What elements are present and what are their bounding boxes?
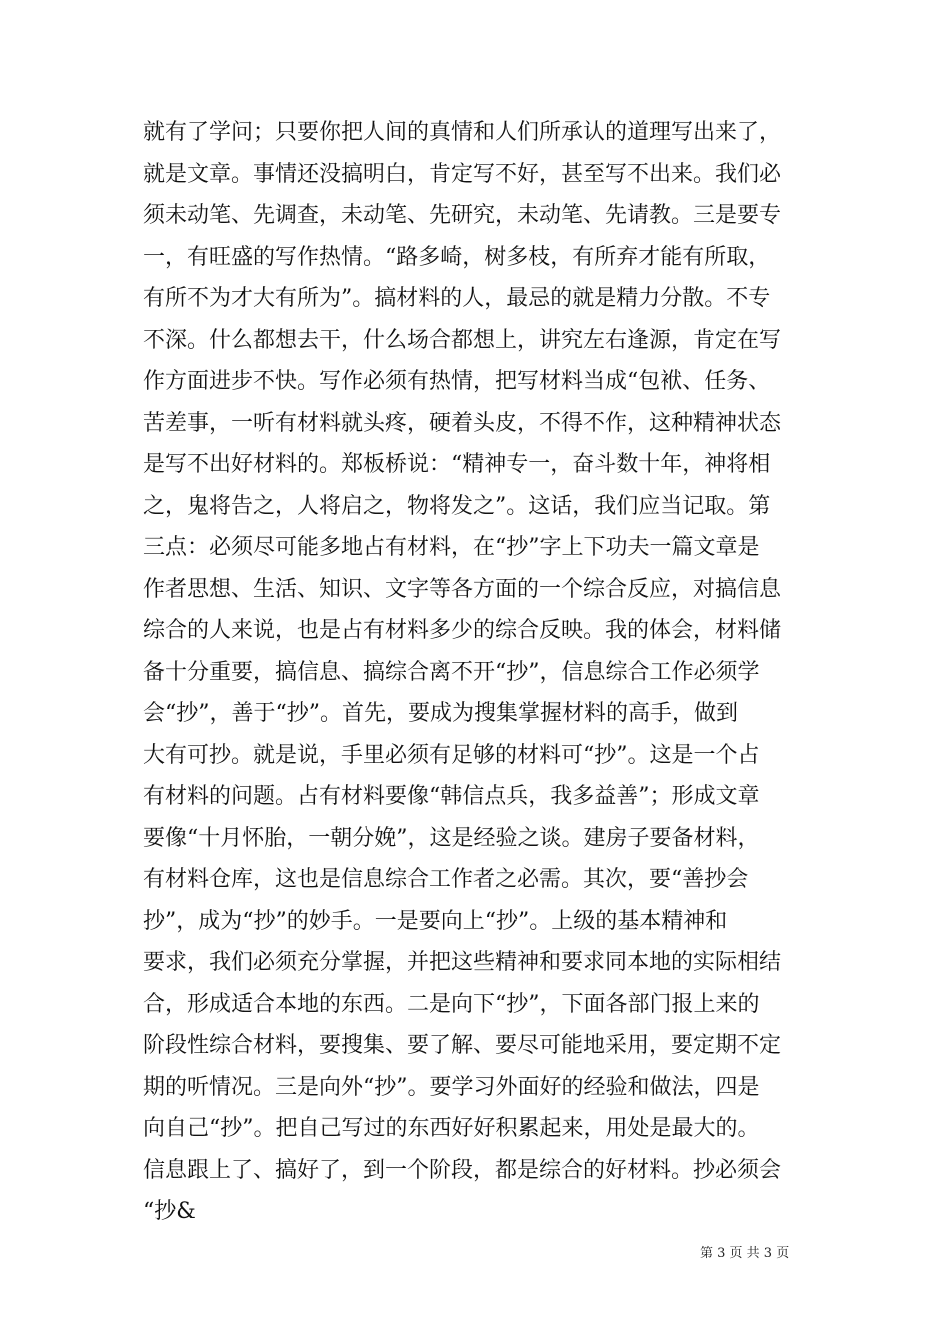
text-line: 大有可抄。就是说，手里必须有足够的材料可“抄”。这是一个占	[143, 742, 760, 768]
text-line: 是写不出好材料的。郑板桥说：“精神专一，奋斗数十年，神将相	[143, 452, 771, 477]
text-line: 不深。什么都想去干，什么场合都想上，讲究左右逢源，肯定在写	[143, 327, 782, 353]
text-line: 要求，我们必须充分掌握，并把这些精神和要求同本地的实际相结	[143, 950, 782, 975]
page-number: 第 3 页 共 3 页	[700, 1246, 790, 1261]
text-line: 苦差事，一听有材料就头疼，硬着头皮，不得不作，这种精神状态	[143, 410, 782, 436]
text-line: 备十分重要，搞信息、搞综合离不开“抄”，信息综合工作必须学	[143, 659, 760, 685]
text-line: 作者思想、生活、知识、文字等各方面的一个综合反应，对搞信息	[143, 576, 782, 602]
text-line: 就有了学问；只要你把人间的真情和人们所承认的道理写出来了，	[143, 120, 782, 145]
text-line: 信息跟上了、搞好了，到一个阶段，都是综合的好材料。抄必须会	[143, 1157, 782, 1183]
text-line: 向自己“抄”。把自己写过的东西好好积累起来，用处是最大的。	[143, 1116, 760, 1141]
text-line: 作方面进步不快。写作必须有热情，把写材料当成“包袱、任务、	[143, 369, 771, 394]
text-line: 一，有旺盛的写作热情。“路多崎，树多枝，有所弃才能有所取，	[143, 244, 771, 270]
body-text	[143, 112, 815, 1233]
text-line: “抄&	[143, 1199, 196, 1224]
text-line: 三点：必须尽可能多地占有材料，在“抄”字上下功夫一篇文章是	[143, 535, 760, 560]
text-line: 会“抄”，善于“抄”。首先，要成为搜集掌握材料的高手，做到	[143, 701, 738, 726]
text-line: 有材料仓库，这也是信息综合工作者之必需。其次，要“善抄会	[143, 867, 749, 892]
text-line: 有材料的问题。占有材料要像“韩信点兵，我多益善”；形成文章	[143, 784, 760, 809]
text-line: 综合的人来说，也是占有材料多少的综合反映。我的体会，材料储	[143, 618, 782, 643]
text-line: 有所不为才大有所为”。搞材料的人，最忌的就是精力分散。不专	[143, 286, 771, 311]
text-line: 之，鬼将告之，人将启之，物将发之”。这话，我们应当记取。第	[143, 493, 771, 519]
text-line: 抄”，成为“抄”的妙手。一是要向上“抄”。上级的基本精神和	[143, 908, 728, 934]
text-line: 阶段性综合材料，要搜集、要了解、要尽可能地采用，要定期不定	[143, 1033, 782, 1058]
text-line: 期的听情况。三是向外“抄”。要学习外面好的经验和做法，四是	[143, 1074, 760, 1100]
text-line: 合，形成适合本地的东西。二是向下“抄”，下面各部门报上来的	[143, 991, 760, 1017]
text-line: 就是文章。事情还没搞明白，肯定写不好，甚至写不出来。我们必	[143, 161, 782, 187]
text-line: 要像“十月怀胎，一朝分娩”，这是经验之谈。建房子要备材料，	[143, 825, 760, 851]
text-line: 须未动笔、先调查，未动笔、先研究，未动笔、先请教。三是要专	[143, 203, 782, 228]
